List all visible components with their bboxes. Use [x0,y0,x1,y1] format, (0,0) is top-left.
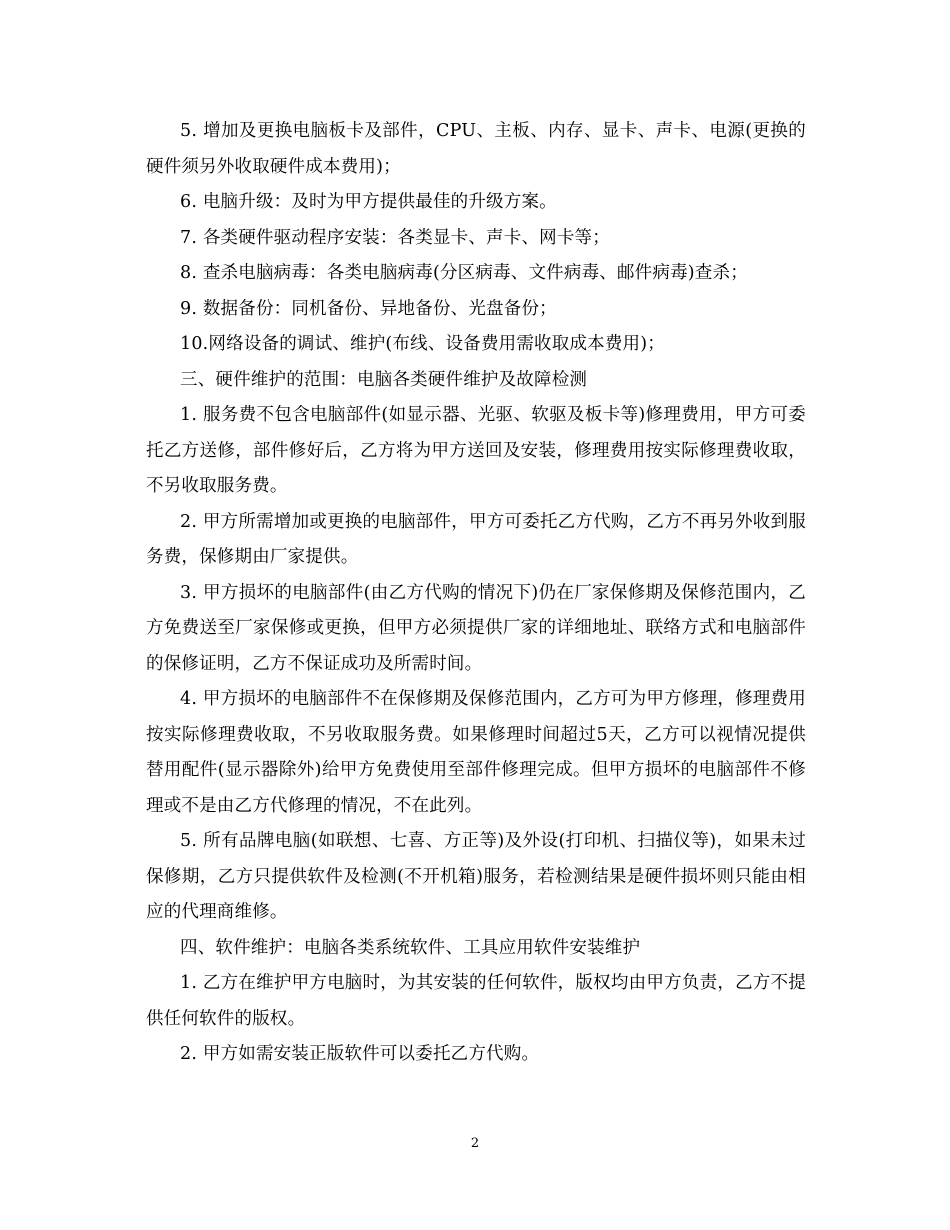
paragraph-item-9-data-backup: 9. 数据备份：同机备份、异地备份、光盘备份； [180,298,557,319]
paragraph-hardware-5: 5. 所有品牌电脑(如联想、七喜、方正等)及外设(打印机、扫描仪等)，如果未过保修期，乙方只提供软件及检测(不开机箱)服务，若检测结果是硬件损坏则只能由相应的代理商维修。 [146,831,806,922]
paragraph-item-10-network-devices: 10.网络设备的调试、维护(布线、设备费用需收取成本费用)； [180,334,665,354]
paragraph-item-5-hardware-upgrade: 5. 增加及更换电脑板卡及部件，CPU、主板、内存、显卡、声卡、电源(更换的硬件须另外收取硬件成本费用)； [146,121,806,177]
page-number: 2 [470,1136,480,1151]
paragraph-software-2: 2. 甲方如需安装正版软件可以委托乙方代购。 [180,1044,540,1064]
paragraph-hardware-2: 2. 甲方所需增加或更换的电脑部件，甲方可委托乙方代购，乙方不再另外收到服务费，保修期由厂家提供。 [146,511,806,567]
paragraph-item-7-driver-install: 7. 各类硬件驱动程序安装：各类显卡、声卡、网卡等； [180,227,610,248]
paragraph-software-1: 1. 乙方在维护甲方电脑时，为其安装的任何软件，版权均由甲方负责，乙方不提供任何软件的版权。 [146,973,806,1029]
paragraph-hardware-4: 4. 甲方损坏的电脑部件不在保修期及保修范围内，乙方可为甲方修理，修理费用按实际修理费收取，不另收取服务费。如果修理时间超过5天，乙方可以视情况提供替用配件(显示器除外)给甲方免费使用至部件修理完成。但甲方损坏的电脑部件不修理或不是由乙方代修理的情况，不在此列。 [146,689,806,816]
section-heading-software-maintenance: 四、软件维护：电脑各类系统软件、工具应用软件安装维护 [180,937,641,958]
paragraph-item-8-virus-removal: 8. 查杀电脑病毒：各类电脑病毒(分区病毒、文件病毒、邮件病毒)查杀； [180,263,748,283]
document-body [146,114,806,1073]
section-heading-hardware-scope: 三、硬件维护的范围：电脑各类硬件维护及故障检测 [180,369,588,390]
paragraph-hardware-1: 1. 服务费不包含电脑部件(如显示器、光驱、软驱及板卡等)修理费用，甲方可委托乙方送修，部件修好后，乙方将为甲方送回及安装，修理费用按实际修理费收取，不另收取服务费。 [146,405,806,496]
paragraph-hardware-3: 3. 甲方损坏的电脑部件(由乙方代购的情况下)仍在厂家保修期及保修范围内，乙方免费送至厂家保修或更换，但甲方必须提供厂家的详细地址、联络方式和电脑部件的保修证明，乙方不保证成功及所需时间。 [146,582,806,674]
paragraph-item-6-computer-upgrade: 6. 电脑升级：及时为甲方提供最佳的升级方案。 [180,192,557,212]
